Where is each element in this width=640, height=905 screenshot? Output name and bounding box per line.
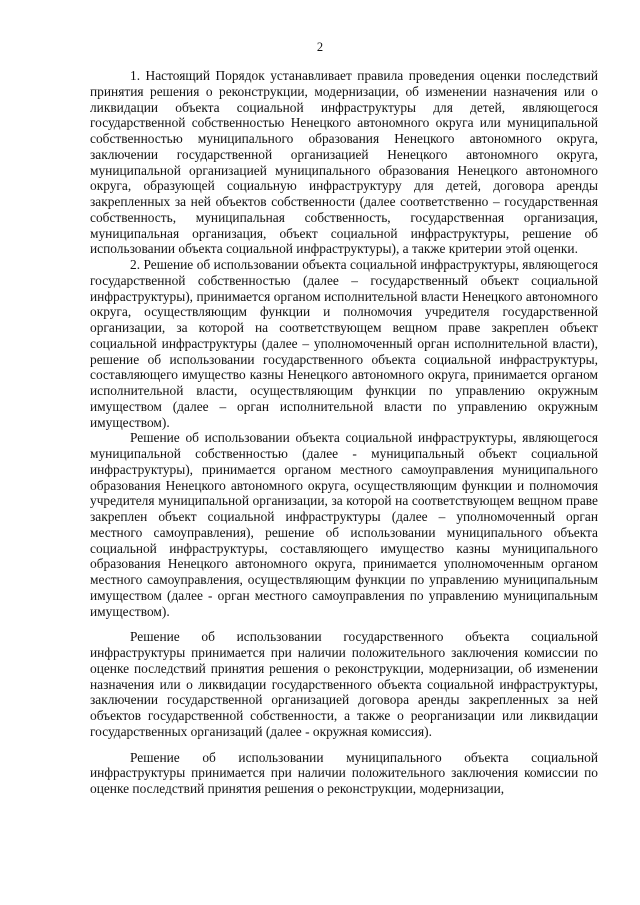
page-number: 2 xyxy=(316,40,324,54)
paragraph-municipal-commission: Решение об использовании муниципального объекта социальной инфраструктуры принимается при наличии положительного заключения комиссии по оценке последствий принятия решения о реконструкции, модернизации, xyxy=(90,749,598,796)
paragraph-2-state-decision: 2. Решение об использовании объекта социальной инфраструктуры, являющегося государственной собственностью (далее – государственный объект социальной инфраструктуры), принимается органом исполнительной власти Ненецкого автономного округа, осуществляющим функции и полномочия учредителя государственной организации, за которой на соответствующем вещном праве закреплен объект социальной инфраструктуры (далее – уполномоченный орган исполнительной власти), решение об использовании государственного объекта социальной инфраструктуры, составляющего имущество казны Ненецкого автономного округа, принимается органом исполнительной власти, осуществляющим функции по управлению окружным имуществом (далее – орган исполнительной власти по управлению окружным имуществом). xyxy=(90,257,598,430)
paragraph-1-purpose: 1. Настоящий Порядок устанавливает правила проведения оценки последствий принятия решения о реконструкции, модернизации, об изменении назначения или о ликвидации объекта социальной инфраструктуры для детей, являющегося государственной собственностью Ненецкого автономного округа или муниципальной собственностью муниципального образования Ненецкого автономного округа, заключении государственной организацией Ненецкого автономного округа, муниципальной организацией муниципального образования Ненецкого автономного округа, образующей социальную инфраструктуру для детей, договора аренды закрепленных за ней объектов собственности (далее соответственно – государственная собственность, муниципальная собственность, государственная организация, муниципальная организация, объект социальной инфраструктуры, решение об использовании объекта социальной инфраструктуры), а также критерии этой оценки. xyxy=(90,68,598,257)
paragraph-municipal-decision: Решение об использовании объекта социальной инфраструктуры, являющегося муниципальной собственностью (далее - муниципальный объект социальной инфраструктуры), принимается органом местного самоуправления муниципального образования Ненецкого автономного округа, осуществляющим функции и полномочия учредителя муниципальной организации, за которой на соответствующем вещном праве закреплен объект социальной инфраструктуры (далее – уполномоченный орган местного самоуправления), решение об использовании муниципального объекта социальной инфраструктуры, составляющего имущество казны муниципального образования Ненецкого автономного округа, принимается уполномоченным органом местного самоуправления, осуществляющим функции по управлению муниципальным имуществом (далее - орган местного самоуправления по управлению муниципальным имуществом). xyxy=(90,430,598,619)
document-body xyxy=(90,68,598,797)
paragraph-regional-commission: Решение об использовании государственного объекта социальной инфраструктуры принимается при наличии положительного заключения комиссии по оценке последствий принятия решения о реконструкции, модернизации, об изменении назначения или о ликвидации государственного объекта социальной инфраструктуры, заключении государственной организацией договора аренды закрепленных за ней объектов государственной собственности, а также о реорганизации или ликвидации государственных организаций (далее - окружная комиссия). xyxy=(90,629,598,739)
